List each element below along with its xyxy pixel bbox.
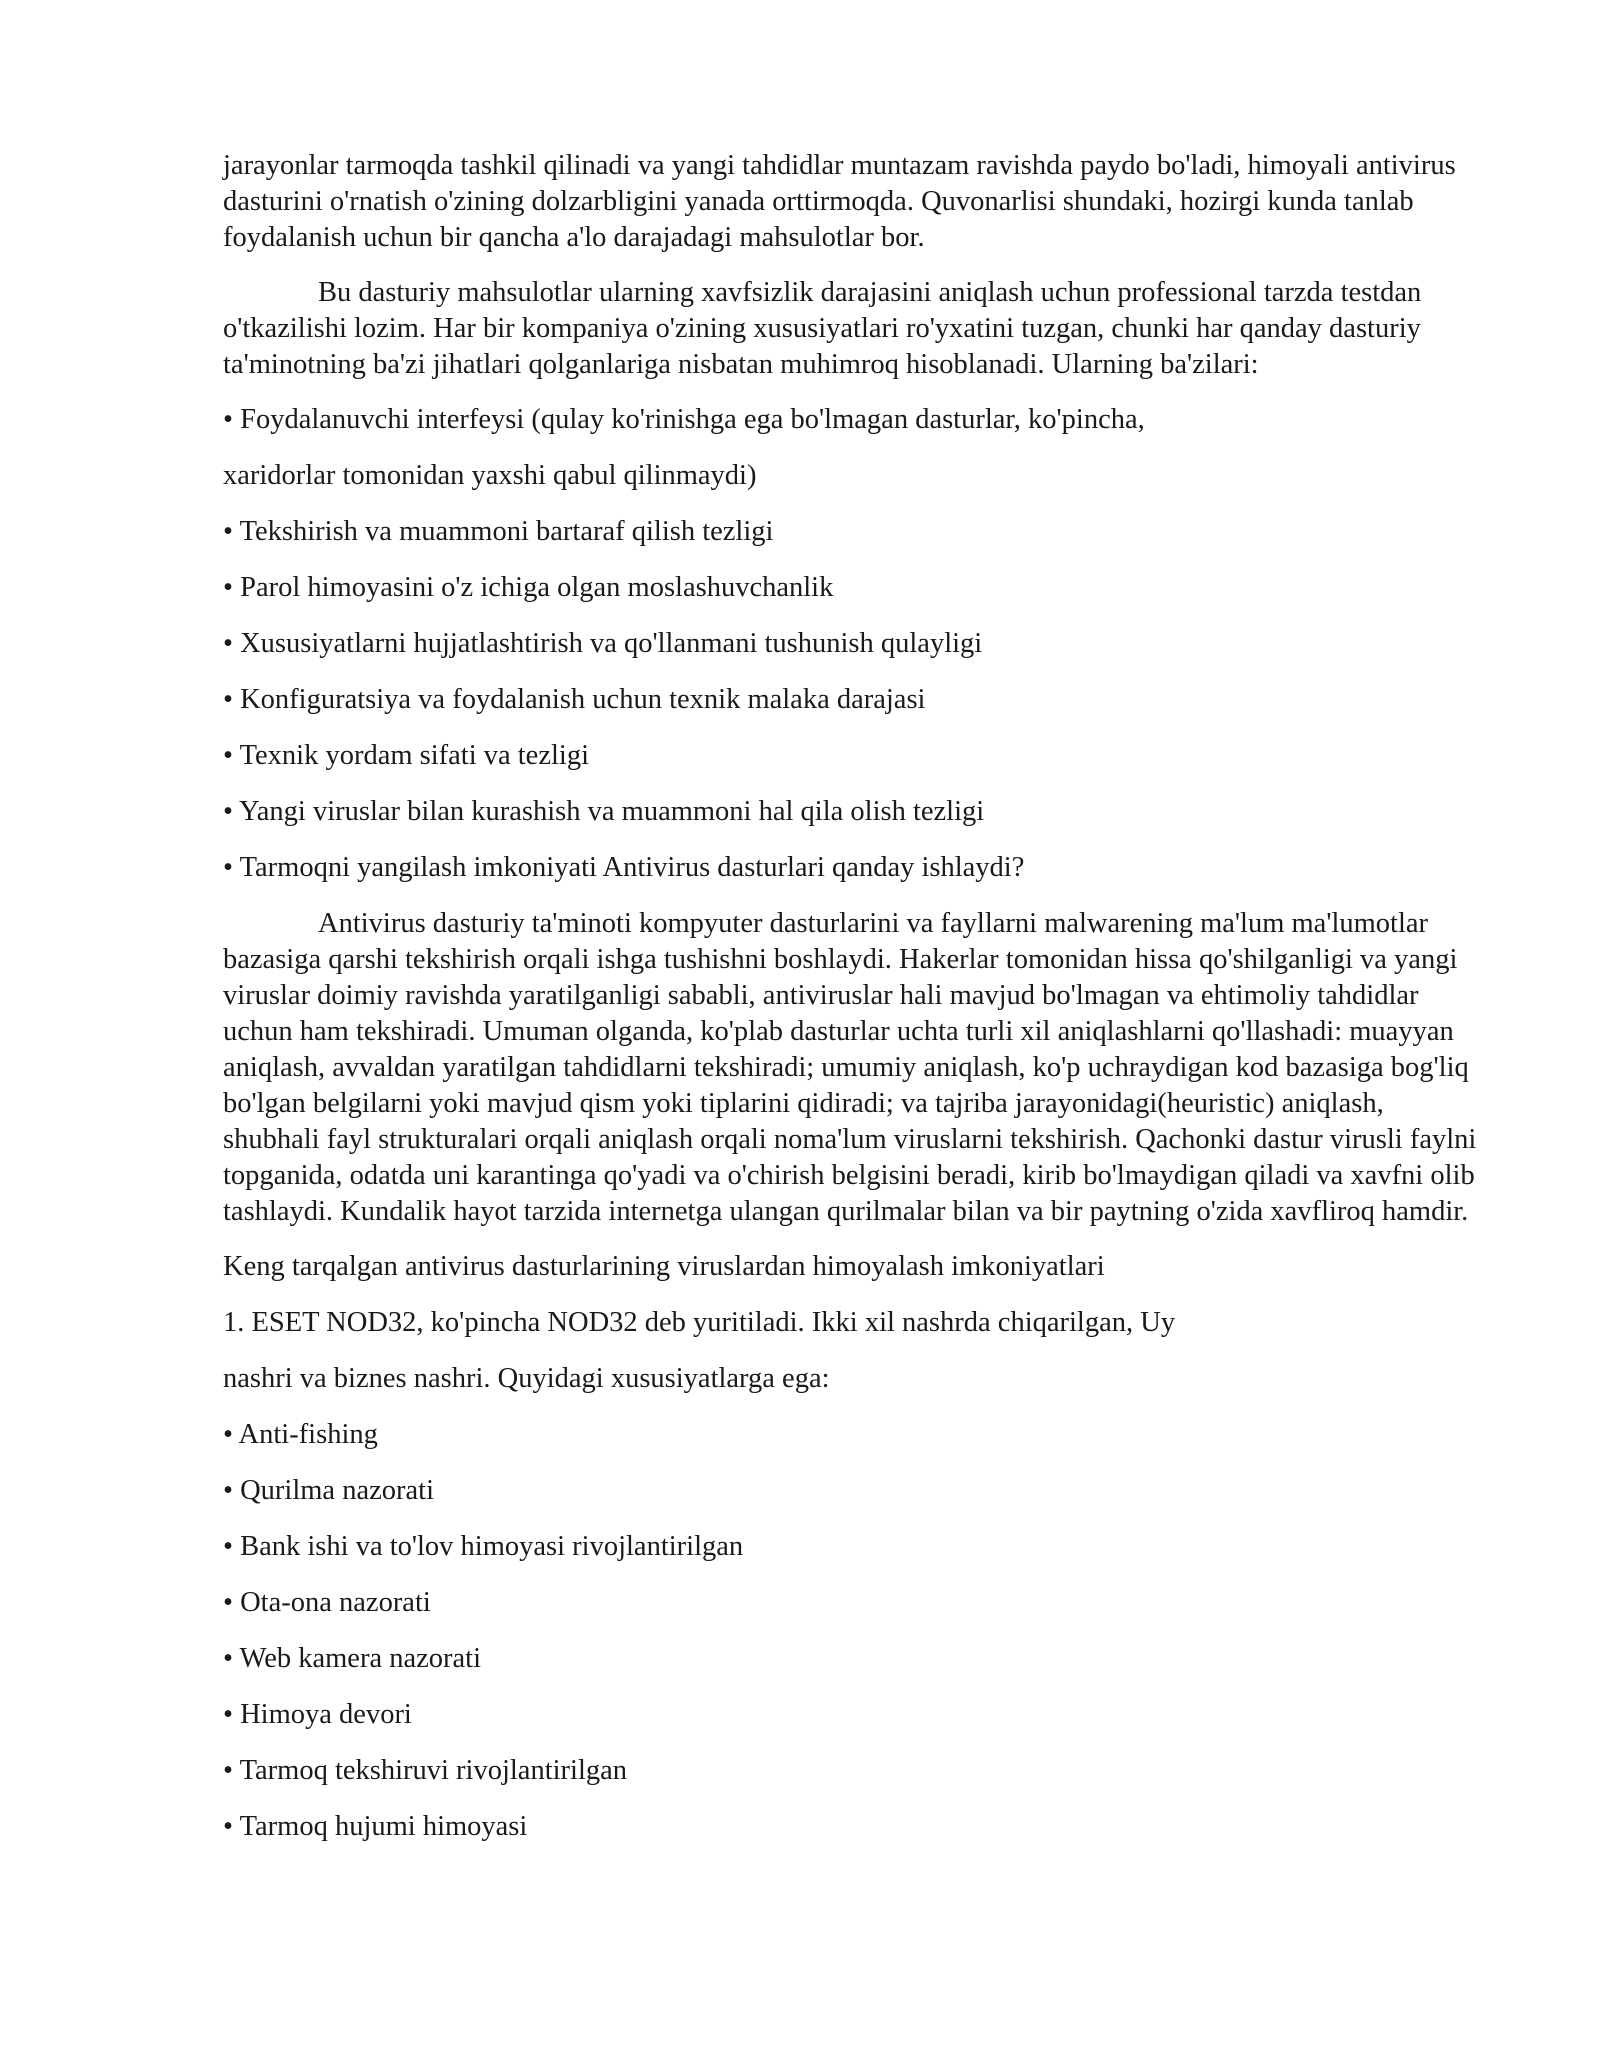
how-it-works-paragraph: Antivirus dasturiy ta'minoti kompyuter dasturlarini va fayllarni malwarening ma'lum ma'lumotlar bazasiga qarshi tekshirish orqali ishga tushishni boshlaydi. Hakerlar tomonidan hissa qo'shilganligi va yangi viruslar doimiy ravishda yaratilganligi sababli, antiviruslar hali mavjud bo'lmagan va ehtimoliy tahdidlar uchun ham tekshiradi. Umuman olganda, ko'plab dasturlar uchta turli xil aniqlashlarni qo'llashadi: muayyan aniqlash, avvaldan yaratilgan tahdidlarni tekshiradi; umumiy aniqlash, ko'p uchraydigan kod bazasiga bog'liq bo'lgan belgilarni yoki mavjud qism yoki tiplarini qidiradi; va tajriba jarayonidagi(heuristic) aniqlash, shubhali fayl strukturalari orqali aniqlash orqali noma'lum viruslarni tekshirish. Qachonki dastur virusli faylni topganida, odatda uni karantinga qo'yadi va o'chirish belgisini beradi, kirib bo'lmaydigan qiladi va xavfni olib tashlaydi. Kundalik hayot tarzida internetga ulangan qurilmalar bilan va bir paytning o'zida xavfliroq hamdir.: [223, 908, 1477, 1227]
list-item: • Bank ishi va to'lov himoyasi rivojlantirilgan: [223, 1531, 744, 1562]
list-item: • Anti-fishing: [223, 1419, 378, 1450]
list-item: • Tarmoqni yangilash imkoniyati Antivirus dasturlari qanday ishlaydi?: [223, 852, 1025, 883]
list-item: • Qurilma nazorati: [223, 1475, 434, 1506]
eset-feature-list: [223, 1417, 1485, 1845]
intro-paragraph: jarayonlar tarmoqda tashkil qilinadi va yangi tahdidlar muntazam ravishda paydo bo'ladi, himoyali antivirus dasturini o'rnatish o'zining dolzarbligini yanada orttirmoqda. Quvonarlisi shundaki, hozirgi kunda tanlab foydalanish uchun bir qancha a'lo darajadagi mahsulotlar bor.: [223, 150, 1456, 253]
eset-line: nashri va biznes nashri. Quyidagi xususiyatlarga ega:: [223, 1363, 830, 1394]
list-item: • Tarmoq hujumi himoyasi: [223, 1811, 528, 1842]
eset-intro: [223, 1305, 1485, 1397]
criteria-paragraph: Bu dasturiy mahsulotlar ularning xavfsizlik darajasini aniqlash uchun professional tarzda testdan o'tkazilishi lozim. Har bir kompaniya o'zining xususiyatlari ro'yxatini tuzgan, chunki har qanday dasturiy ta'minotning ba'zi jihatlari qolganlariga nisbatan muhimroq hisoblanadi. Ularning ba'zilari:: [223, 277, 1422, 380]
list-item: • Konfiguratsiya va foydalanish uchun texnik malaka darajasi: [223, 684, 926, 715]
section-heading: Keng tarqalgan antivirus dasturlarining viruslardan himoyalash imkoniyatlari: [223, 1251, 1105, 1282]
list-item: • Tekshirish va muammoni bartaraf qilish tezligi: [223, 516, 774, 547]
list-item: • Parol himoyasini o'z ichiga olgan moslashuvchanlik: [223, 572, 834, 603]
list-item: • Tarmoq tekshiruvi rivojlantirilgan: [223, 1755, 628, 1786]
list-item: • Web kamera nazorati: [223, 1643, 481, 1674]
list-item: • Himoya devori: [223, 1699, 412, 1730]
eset-line: 1. ESET NOD32, ko'pincha NOD32 deb yuritiladi. Ikki xil nashrda chiqarilgan, Uy: [223, 1307, 1176, 1338]
criteria-list: [223, 402, 1485, 886]
list-item: • Foydalanuvchi interfeysi (qulay ko'rinishga ega bo'lmagan dasturlar, ko'pincha,: [223, 404, 1145, 435]
list-item: xaridorlar tomonidan yaxshi qabul qilinmaydi): [223, 460, 757, 491]
list-item: • Xususiyatlarni hujjatlashtirish va qo'llanmani tushunish qulayligi: [223, 628, 983, 659]
document-body: [223, 148, 1485, 1865]
list-item: • Yangi viruslar bilan kurashish va muammoni hal qila olish tezligi: [223, 796, 985, 827]
list-item: • Texnik yordam sifati va tezligi: [223, 740, 589, 771]
list-item: • Ota-ona nazorati: [223, 1587, 431, 1618]
